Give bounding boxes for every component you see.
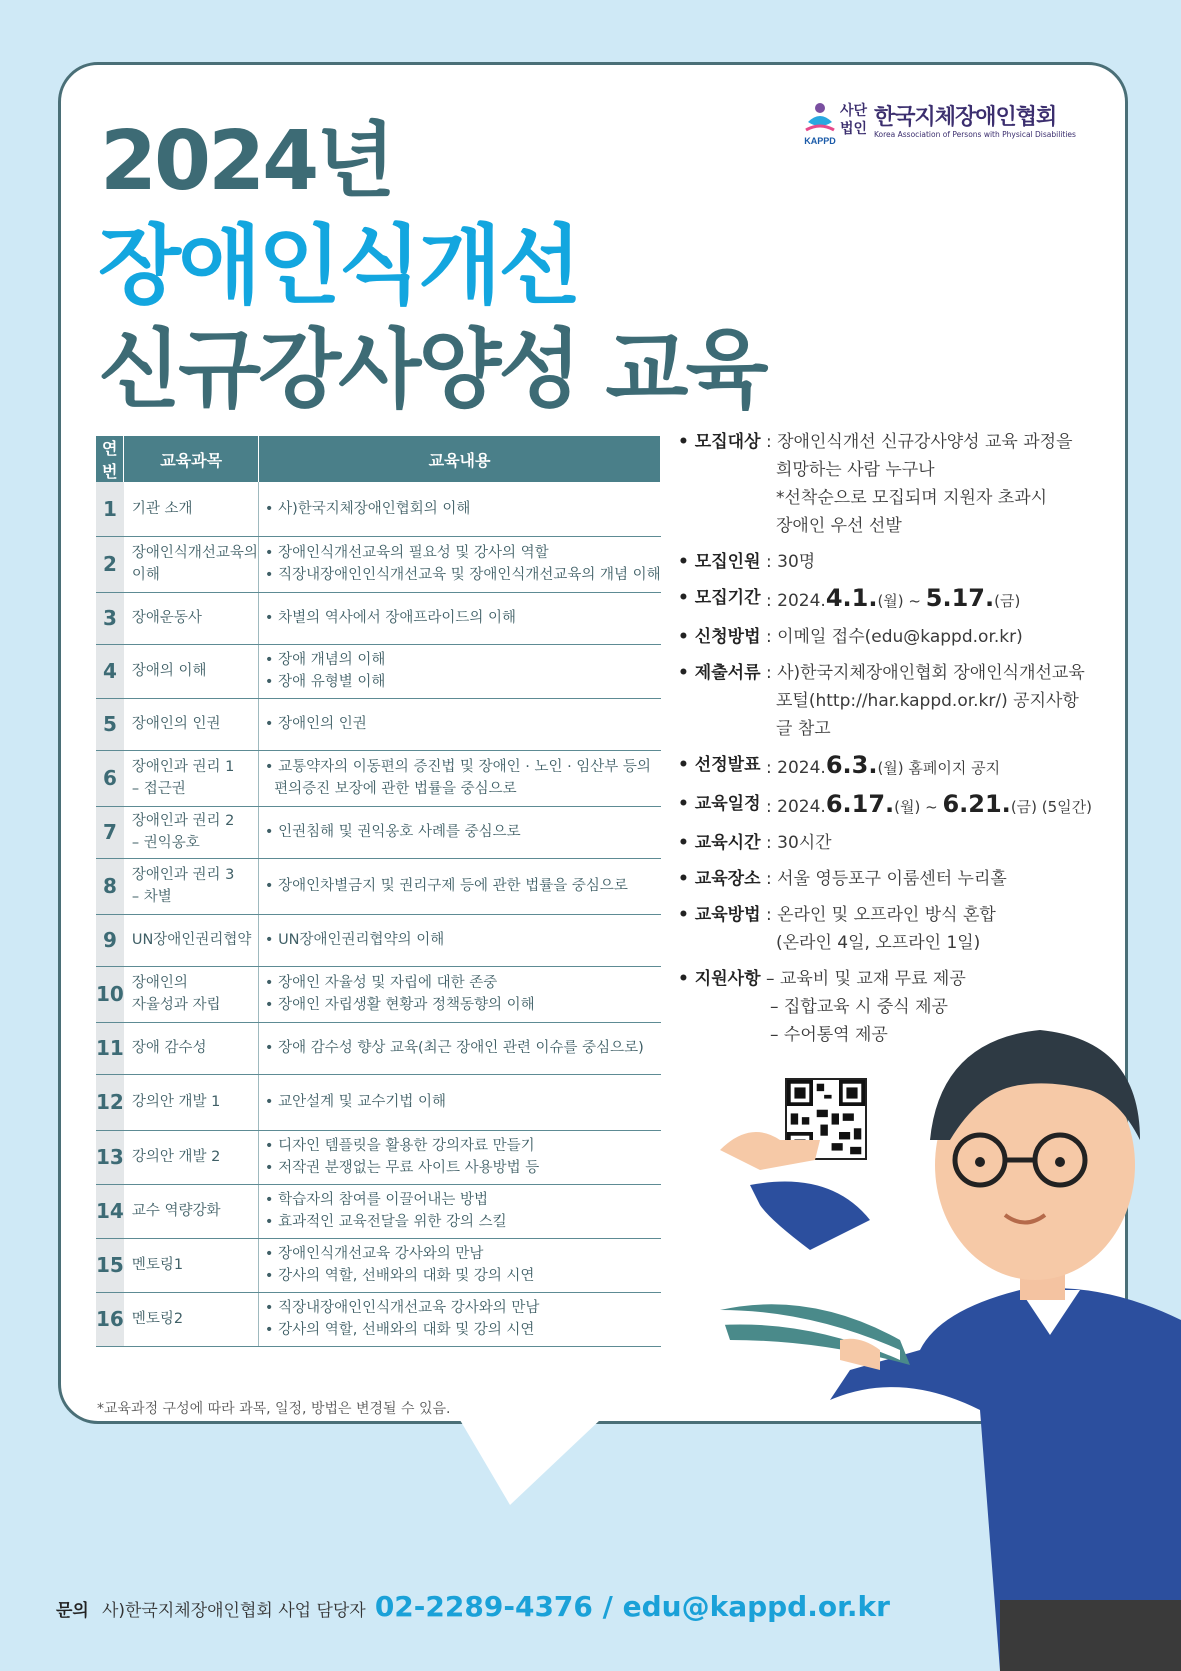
row-content: • 장애인식개선교육의 필요성 및 강사의 역할 • 직장내장애인인식개선교육 및 장애인식개선교육의 개념 이해 — [258, 536, 660, 592]
header-num: 연번 — [96, 436, 124, 482]
row-content: • 장애 개념의 이해 • 장애 유형별 이해 — [258, 644, 660, 698]
row-number: 8 — [96, 858, 124, 914]
row-number: 3 — [96, 592, 124, 644]
row-content: • 교통약자의 이동편의 증진법 및 장애인 · 노인 · 임산부 등의 편의증진 보장에 관한 법률을 중심으로 — [258, 750, 660, 806]
header-subject: 교육과목 — [124, 436, 259, 482]
curriculum-table — [96, 436, 661, 1347]
table-note: *교육과정 구성에 따라 과목, 일정, 방법은 변경될 수 있음. — [97, 1401, 451, 1417]
table-header-row — [96, 436, 661, 482]
row-number: 1 — [96, 482, 124, 536]
row-subject: 장애인의 인권 — [124, 698, 259, 750]
info-docs: • 제출서류 : 사)한국지체장애인협회 장애인식개선교육 포털(http://har.kappd.or.kr/) 공지사항 글 참고 — [678, 659, 1128, 743]
info-count: • 모집인원 : 30명 — [678, 548, 1128, 576]
row-number: 16 — [96, 1292, 124, 1346]
svg-text:KAPPD: KAPPD — [804, 136, 836, 146]
table-row — [96, 966, 661, 1022]
info-place: • 교육장소 : 서울 영등포구 이룸센터 누리홀 — [678, 865, 1128, 893]
info-apply: • 신청방법 : 이메일 접수(edu@kappd.or.kr) — [678, 623, 1128, 651]
kappd-logo — [800, 100, 1090, 146]
row-content: • 장애인차별금지 및 권리구제 등에 관한 법률을 중심으로 — [258, 858, 660, 914]
row-subject: 장애인과 권리 1 – 접근권 — [124, 750, 259, 806]
table-row — [96, 482, 661, 536]
row-subject: UN장애인권리협약 — [124, 914, 259, 966]
row-content: • UN장애인권리협약의 이해 — [258, 914, 660, 966]
row-number: 10 — [96, 966, 124, 1022]
info-panel — [678, 428, 1128, 1057]
row-content: • 직장내장애인인식개선교육 강사와의 만남 • 강사의 역할, 선배와의 대화 및 강의 시연 — [258, 1292, 660, 1346]
row-subject: 기관 소개 — [124, 482, 259, 536]
row-subject: 장애인의 자율성과 자립 — [124, 966, 259, 1022]
kappd-logo-icon — [800, 100, 840, 146]
table-row — [96, 698, 661, 750]
table-row — [96, 1022, 661, 1074]
logo-corp-type: 사단 법인 — [840, 103, 868, 137]
row-number: 15 — [96, 1238, 124, 1292]
row-number: 9 — [96, 914, 124, 966]
row-content: • 장애 감수성 향상 교육(최근 장애인 관련 이슈를 중심으로) — [258, 1022, 660, 1074]
row-content: • 장애인의 인권 — [258, 698, 660, 750]
table-row — [96, 536, 661, 592]
row-content: • 차별의 역사에서 장애프라이드의 이해 — [258, 592, 660, 644]
info-target: • 모집대상 : 장애인식개선 신규강사양성 교육 과정을 희망하는 사람 누구나 *선착순으로 모집되며 지원자 초과시 장애인 우선 선발 — [678, 428, 1128, 540]
title-line-2: 신규강사양성 교육 — [98, 320, 766, 420]
table-row — [96, 644, 661, 698]
row-subject: 강의안 개발 2 — [124, 1130, 259, 1184]
logo-org-name: 한국지체장애인협회 — [874, 105, 1057, 130]
info-method: • 교육방법 : 온라인 및 오프라인 방식 혼합 (온라인 4일, 오프라인 1일) — [678, 901, 1128, 957]
row-number: 6 — [96, 750, 124, 806]
row-content: • 장애인식개선교육 강사와의 만남 • 강사의 역할, 선배와의 대화 및 강의 시연 — [258, 1238, 660, 1292]
table-row — [96, 592, 661, 644]
header-content: 교육내용 — [258, 436, 660, 482]
footer-org: 사)한국지체장애인협회 사업 담당자 — [101, 1601, 366, 1621]
row-content: • 인권침해 및 권익옹호 사례를 중심으로 — [258, 806, 660, 858]
info-target-label: • 모집대상 — [678, 428, 761, 456]
row-subject: 강의안 개발 1 — [124, 1074, 259, 1130]
title-line-1: 장애인식개선 — [98, 216, 579, 316]
row-subject: 장애인과 권리 2 – 권익옹호 — [124, 806, 259, 858]
table-row — [96, 750, 661, 806]
row-subject: 교수 역량강화 — [124, 1184, 259, 1238]
row-content: • 디자인 템플릿을 활용한 강의자료 만들기 • 저작권 분쟁없는 무료 사이트 사용방법 등 — [258, 1130, 660, 1184]
info-schedule: • 교육일정 : 2024.6.17.(월) ~ 6.21.(금) (5일간) — [678, 790, 1128, 821]
speech-bubble-tail — [460, 1420, 600, 1505]
title-year: 2024년 — [100, 114, 393, 209]
table-row — [96, 1074, 661, 1130]
row-subject: 장애인식개선교육의 이해 — [124, 536, 259, 592]
row-number: 5 — [96, 698, 124, 750]
row-subject: 멘토링2 — [124, 1292, 259, 1346]
row-number: 7 — [96, 806, 124, 858]
row-subject: 장애의 이해 — [124, 644, 259, 698]
row-number: 13 — [96, 1130, 124, 1184]
logo-org-name-en: Korea Association of Persons with Physical Disabilities — [874, 130, 1076, 139]
row-subject: 장애인과 권리 3 – 차별 — [124, 858, 259, 914]
row-subject: 장애운동사 — [124, 592, 259, 644]
footer-label: 문의 — [56, 1601, 89, 1621]
row-subject: 멘토링1 — [124, 1238, 259, 1292]
row-content: • 장애인 자율성 및 자립에 대한 존중 • 장애인 자립생활 현황과 정책동향의 이해 — [258, 966, 660, 1022]
footer-contact — [56, 1590, 890, 1623]
teacher-illustration — [720, 990, 1181, 1671]
info-support: • 지원사항 – 교육비 및 교재 무료 제공 – 집합교육 시 중식 제공 – 수어통역 제공 — [678, 965, 1128, 1049]
info-hours: • 교육시간 : 30시간 — [678, 829, 1128, 857]
row-number: 14 — [96, 1184, 124, 1238]
table-row — [96, 914, 661, 966]
footer-phone-email[interactable]: 02-2289-4376 / edu@kappd.or.kr — [374, 1590, 890, 1623]
table-row — [96, 806, 661, 858]
table-row — [96, 1130, 661, 1184]
table-row — [96, 1238, 661, 1292]
row-content: • 학습자의 참여를 이끌어내는 방법 • 효과적인 교육전달을 위한 강의 스킬 — [258, 1184, 660, 1238]
row-number: 11 — [96, 1022, 124, 1074]
info-period: • 모집기간 : 2024.4.1.(월) ~ 5.17.(금) — [678, 584, 1128, 615]
table-body — [96, 482, 661, 1346]
table-row — [96, 1292, 661, 1346]
info-announce: • 선정발표 : 2024.6.3.(월) 홈페이지 공지 — [678, 751, 1128, 782]
row-number: 4 — [96, 644, 124, 698]
table-row — [96, 1184, 661, 1238]
table-row — [96, 858, 661, 914]
row-subject: 장애 감수성 — [124, 1022, 259, 1074]
row-content: • 사)한국지체장애인협회의 이해 — [258, 482, 660, 536]
row-number: 12 — [96, 1074, 124, 1130]
row-number: 2 — [96, 536, 124, 592]
row-content: • 교안설계 및 교수기법 이해 — [258, 1074, 660, 1130]
